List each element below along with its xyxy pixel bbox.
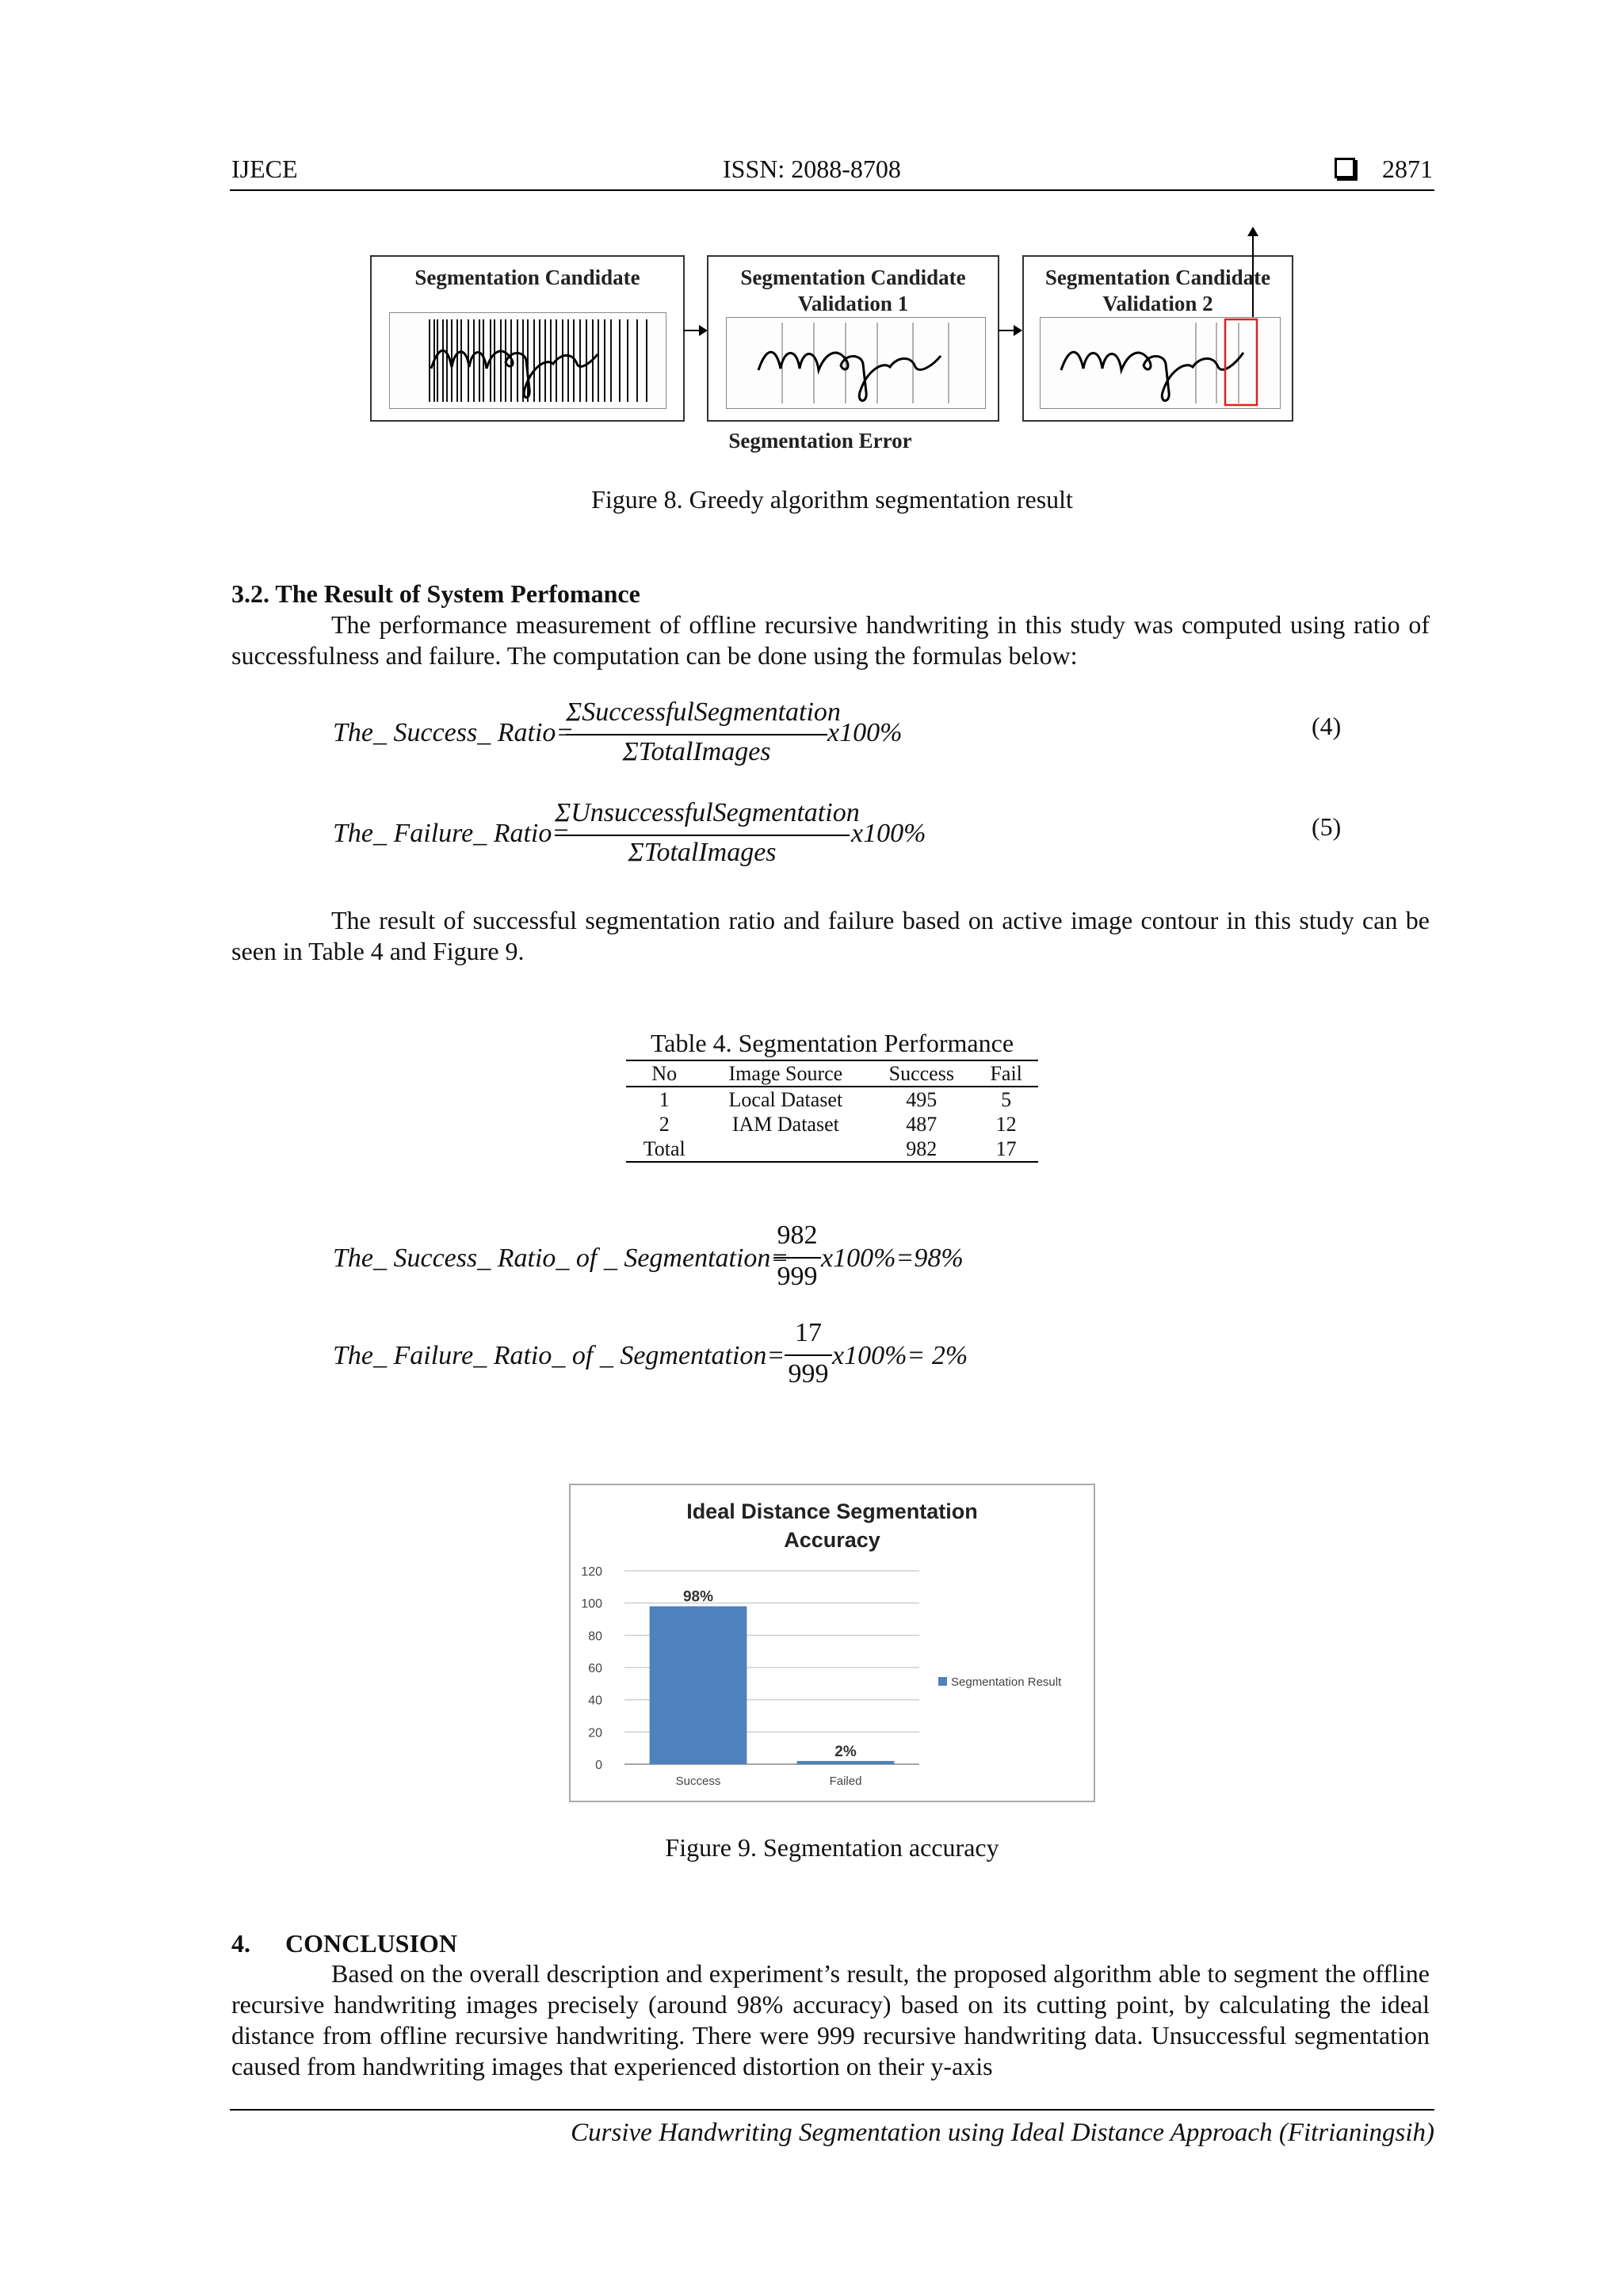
table-header-cell: Fail: [990, 1062, 1022, 1085]
table-header-cell: Image Source: [728, 1062, 843, 1085]
x-tick-label: Success: [675, 1775, 721, 1788]
equation-5: [0, 798, 1623, 885]
success-calc-fraction-line: [773, 1257, 821, 1259]
figure-9-chart: [569, 1484, 1095, 1802]
eq5-numerator: ΣUnsuccessfulSegmentation: [555, 798, 860, 827]
arrow-right-icon: [683, 321, 708, 340]
success-calc-lhs: The_ Success_ Ratio_ of _ Segmentation=: [333, 1244, 789, 1273]
arrow-up-icon: [1243, 227, 1262, 319]
candidate-bars-graphic: [390, 313, 666, 408]
table-row: [626, 1087, 1038, 1112]
table-cell: Local Dataset: [728, 1088, 843, 1111]
eq5-multiplier: x100%: [851, 819, 926, 848]
eq4-multiplier: x100%: [827, 718, 903, 747]
issn: ISSN: 2088-8708: [723, 155, 901, 183]
panel-segmentation-candidate: [370, 255, 685, 422]
panel-title: Segmentation Candidate: [414, 266, 640, 289]
eq5-lhs: The_ Failure_ Ratio=: [333, 819, 571, 848]
bar: [650, 1606, 747, 1764]
figure-9-caption: Figure 9. Segmentation accuracy: [665, 1833, 999, 1862]
table-cell: 5: [1001, 1088, 1012, 1111]
table-4-caption: Table 4. Segmentation Performance: [626, 1029, 1038, 1061]
segmentation-error-label: Segmentation Error: [728, 429, 912, 453]
table-cell: Total: [643, 1137, 685, 1160]
figure-8: [0, 0, 1623, 523]
eq4-fraction-line: [566, 734, 827, 735]
table-header-cell: No: [651, 1062, 678, 1085]
validation-1-graphic: [727, 318, 985, 408]
y-tick-label: 40: [588, 1694, 602, 1708]
eq5-denominator: ΣTotalImages: [628, 838, 777, 867]
eq4-denominator: ΣTotalImages: [622, 737, 771, 766]
success-ratio-calculation: [0, 1221, 1623, 1300]
table-cell: 982: [906, 1137, 938, 1160]
page-number: 2871: [1382, 155, 1433, 183]
candidate-plot: [389, 312, 666, 409]
y-tick-label: 20: [588, 1726, 602, 1740]
failure-calc-rhs: x100%= 2%: [832, 1341, 968, 1370]
data-label: 2%: [834, 1743, 857, 1760]
validation-1-plot: [726, 317, 986, 409]
equation-4: [0, 697, 1623, 785]
y-tick-label: 0: [595, 1759, 602, 1772]
legend-swatch: [938, 1677, 947, 1686]
panel-title: Segmentation Candidate Validation 2: [1044, 266, 1271, 315]
page-footer: Cursive Handwriting Segmentation using Ideal Distance Approach (Fitrianingsih): [230, 2109, 1434, 2148]
validation-2-graphic: [1041, 318, 1280, 408]
failure-calc-lhs: The_ Failure_ Ratio_ of _ Segmentation=: [333, 1341, 785, 1370]
table-cell: 495: [906, 1088, 938, 1111]
table-cell: 1: [659, 1088, 670, 1111]
eq4-number: (4): [1312, 712, 1342, 740]
y-tick-label: 80: [588, 1629, 602, 1644]
table-cell: 17: [995, 1137, 1017, 1160]
eq4-numerator: ΣSuccessfulSegmentation: [566, 697, 841, 727]
legend-label: Segmentation Result: [951, 1675, 1062, 1689]
table-cell: 12: [995, 1113, 1017, 1136]
section-3-2-paragraph-2: The result of successful segmentation ratio and failure based on active image contour in this study can be seen in Table 4 and Figure 9.: [231, 906, 1430, 965]
chart-title-line-1: Ideal Distance Segmentation: [686, 1499, 978, 1523]
failure-calc-numerator: 17: [795, 1318, 822, 1347]
section-4-number: 4.: [231, 1929, 250, 1958]
success-calc-numerator: 982: [777, 1221, 818, 1250]
section-3-2-heading: 3.2. The Result of System Perfomance: [231, 579, 640, 608]
y-tick-label: 120: [581, 1565, 602, 1579]
bar-chart: [571, 1485, 1094, 1801]
bar: [797, 1761, 895, 1764]
section-4-title: CONCLUSION: [285, 1929, 457, 1958]
table-row: [626, 1137, 1038, 1162]
x-tick-label: Failed: [829, 1775, 862, 1788]
section-3-2-paragraph-1: The performance measurement of offline recursive handwriting in this study was computed using ratio of successfulness and failure. The computation can be done using the formulas below:: [231, 610, 1430, 670]
table-header-cell: Success: [888, 1062, 954, 1085]
section-4-heading: [231, 1929, 457, 1958]
success-calc-denominator: 999: [777, 1262, 818, 1291]
figure-8-caption: Figure 8. Greedy algorithm segmentation result: [591, 485, 1073, 514]
panel-validation-1: [707, 255, 999, 422]
validation-2-plot: [1040, 317, 1281, 409]
arrow-right-icon: [998, 321, 1023, 340]
journal-name: IJECE: [231, 155, 298, 183]
table-4: [626, 1029, 1038, 1163]
table-cell: [702, 1137, 869, 1162]
data-label: 98%: [682, 1588, 714, 1606]
failure-calc-fraction-line: [785, 1354, 832, 1356]
eq5-number: (5): [1312, 812, 1342, 841]
success-calc-rhs: x100%=98%: [821, 1244, 964, 1273]
table-cell: 2: [659, 1113, 670, 1136]
panel-title: Segmentation Candidate Validation 1: [740, 266, 966, 315]
failure-ratio-calculation: [0, 1318, 1623, 1397]
failure-calc-denominator: 999: [788, 1359, 829, 1389]
table-row: [626, 1112, 1038, 1137]
table-cell: IAM Dataset: [731, 1113, 839, 1136]
eq5-fraction-line: [555, 835, 850, 836]
y-tick-label: 60: [588, 1662, 602, 1675]
table-cell: 487: [906, 1113, 938, 1136]
chart-title-line-2: Accuracy: [784, 1528, 880, 1552]
y-tick-label: 100: [581, 1597, 602, 1611]
eq4-lhs: The_ Success_ Ratio=: [333, 718, 575, 747]
section-4-paragraph: Based on the overall description and experiment’s result, the proposed algorithm able to segment the offline recursive handwriting images precisely (around 98% accuracy) based on its cutting point, by calculating the ideal distance from offline recursive handwriting. There were 999 recursive handwriting data. Unsuccessful segmentation caused from handwriting images that experienced distortion on their y-axis: [231, 1959, 1430, 2080]
table-4-grid: [626, 1061, 1038, 1163]
